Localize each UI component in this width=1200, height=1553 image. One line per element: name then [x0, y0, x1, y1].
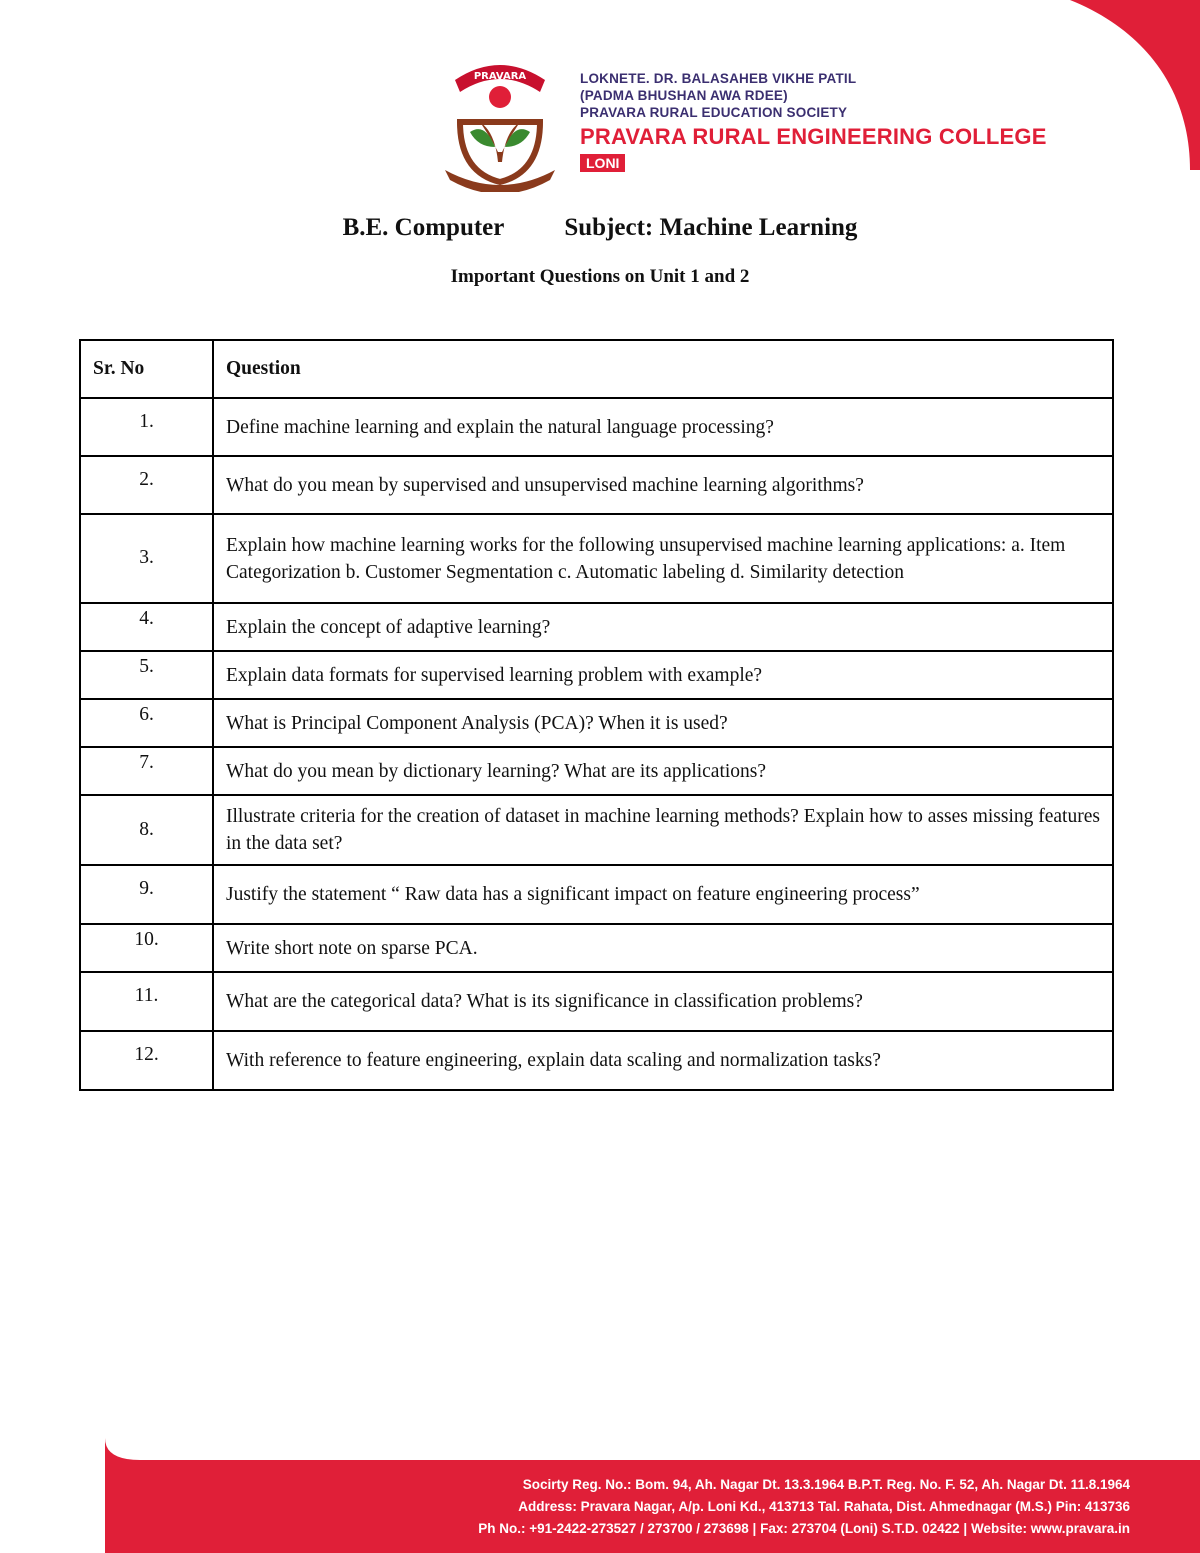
row-question: Write short note on sparse PCA.: [213, 924, 1113, 972]
institution-block: [580, 70, 1047, 173]
row-number: 6.: [80, 699, 213, 747]
row-question: What is Principal Component Analysis (PCA)? When it is used?: [213, 699, 1113, 747]
table-row: [80, 651, 1113, 699]
row-number: 12.: [80, 1031, 213, 1090]
document-subtitle: Important Questions on Unit 1 and 2: [450, 266, 750, 287]
table-header-row: [80, 340, 1113, 398]
row-question: Define machine learning and explain the natural language processing?: [213, 398, 1113, 456]
row-question: Illustrate criteria for the creation of dataset in machine learning methods? Explain how to asses missing features in the data set?: [213, 795, 1113, 865]
row-number: 10.: [80, 924, 213, 972]
row-number: 5.: [80, 651, 213, 699]
row-number: 4.: [80, 603, 213, 651]
table-row: [80, 972, 1113, 1031]
corner-swoosh: [1070, 0, 1200, 170]
row-question: What do you mean by supervised and unsupervised machine learning algorithms?: [213, 456, 1113, 514]
row-question: Explain how machine learning works for the following unsupervised machine learning applications: a. Item Categorization b. Customer Segmentation c. Automatic labeling d. Similarity detection: [213, 514, 1113, 603]
location-badge: LONI: [580, 154, 625, 172]
document-heading: [0, 214, 1200, 242]
table-row: [80, 747, 1113, 795]
row-question: Explain the concept of adaptive learning?: [213, 603, 1113, 651]
row-number: 7.: [80, 747, 213, 795]
row-number: 11.: [80, 972, 213, 1031]
table-row: [80, 514, 1113, 603]
row-number: 8.: [80, 795, 213, 865]
table-row: [80, 865, 1113, 924]
column-header-question: Question: [213, 340, 1113, 398]
table-row: [80, 795, 1113, 865]
questions-table: [79, 339, 1114, 1091]
column-header-sr-no: Sr. No: [80, 340, 213, 398]
college-logo: [440, 52, 560, 192]
course-label: B.E. Computer: [342, 214, 505, 241]
institution-line-2: (PADMA BHUSHAN AWA RDEE): [580, 88, 788, 103]
row-number: 9.: [80, 865, 213, 924]
row-number: 1.: [80, 398, 213, 456]
institution-line-1: LOKNETE. DR. BALASAHEB VIKHE PATIL: [580, 71, 857, 86]
table-row: [80, 456, 1113, 514]
row-question: Justify the statement “ Raw data has a significant impact on feature engineering process”: [213, 865, 1113, 924]
table-row: [80, 1031, 1113, 1090]
row-question: What do you mean by dictionary learning? What are its applications?: [213, 747, 1113, 795]
table-row: [80, 924, 1113, 972]
row-question: Explain data formats for supervised learning problem with example?: [213, 651, 1113, 699]
table-row: [80, 398, 1113, 456]
college-name: PRAVARA RURAL ENGINEERING COLLEGE: [580, 124, 1047, 149]
row-question: What are the categorical data? What is its significance in classification problems?: [213, 972, 1113, 1031]
svg-text:PRAVARA: PRAVARA: [473, 71, 527, 82]
subject-label: Subject: Machine Learning: [564, 214, 858, 241]
row-number: 3.: [80, 514, 213, 603]
table-row: [80, 699, 1113, 747]
row-question: With reference to feature engineering, explain data scaling and normalization tasks?: [213, 1031, 1113, 1090]
footer: [0, 1430, 1200, 1553]
footer-contact: Ph No.: +91-2422-273527 / 273700 / 273698 | Fax: 273704 (Loni) S.T.D. 02422 | Website: www.pravara.in: [478, 1521, 1130, 1536]
institution-line-3: PRAVARA RURAL EDUCATION SOCIETY: [580, 105, 848, 120]
table-row: [80, 603, 1113, 651]
footer-text: [130, 1474, 1130, 1540]
row-number: 2.: [80, 456, 213, 514]
footer-registration: Socirty Reg. No.: Bom. 94, Ah. Nagar Dt. 13.3.1964 B.P.T. Reg. No. F. 52, Ah. Nagar Dt. 11.8.1964: [522, 1477, 1130, 1492]
footer-address: Address: Pravara Nagar, A/p. Loni Kd., 413713 Tal. Rahata, Dist. Ahmednagar (M.S.) Pin: 413736: [518, 1499, 1130, 1514]
